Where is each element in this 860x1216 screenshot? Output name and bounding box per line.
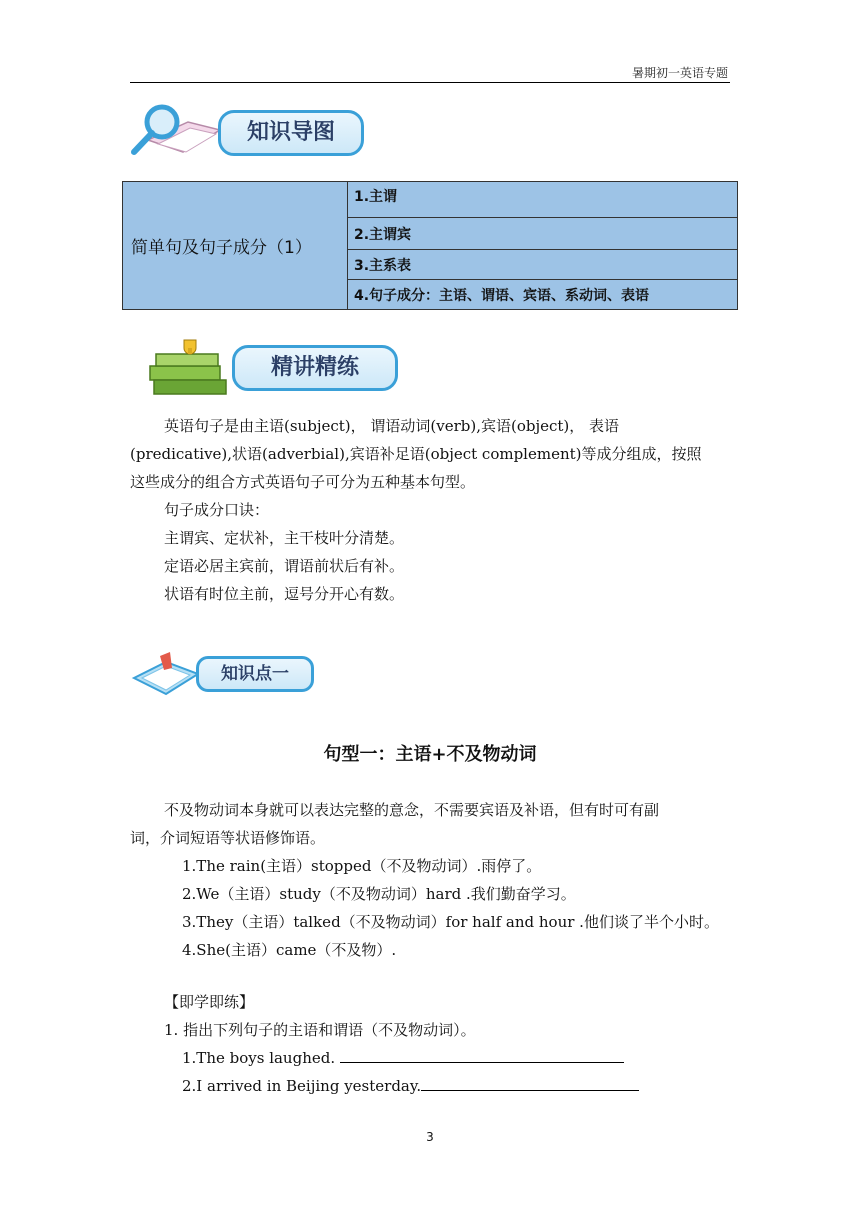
table-row-2: 2.主谓宾 xyxy=(348,218,738,250)
knowledge-map-table xyxy=(122,181,738,310)
rhyme-line-3: 状语有时位主前，逗号分开心有数。 xyxy=(164,585,405,603)
header-divider xyxy=(130,82,730,83)
question-2 xyxy=(130,1072,740,1100)
question-1 xyxy=(130,1044,740,1072)
section-body xyxy=(130,796,740,964)
intro-line-3: 这些成分的组合方式英语句子可分为五种基本句型。 xyxy=(130,473,476,491)
answer-blank-2[interactable] xyxy=(421,1076,639,1091)
open-book-icon xyxy=(130,648,202,700)
practice-instruction: 1. 指出下列句子的主语和谓语（不及物动词）。 xyxy=(164,1021,476,1039)
banner-mind-map xyxy=(128,100,364,166)
example-1: 1.The rain(主语）stopped（不及物动词）.雨停了。 xyxy=(182,857,542,875)
rhyme-line-2: 定语必居主宾前，谓语前状后有补。 xyxy=(164,557,405,575)
section-desc-2: 词，介词短语等状语修饰语。 xyxy=(130,829,326,847)
banner-point-one-label: 知识点一 xyxy=(196,656,314,692)
answer-blank-1[interactable] xyxy=(340,1048,624,1063)
books-trophy-icon xyxy=(146,336,236,400)
practice-block xyxy=(130,988,740,1100)
banner-lecture-label: 精讲精练 xyxy=(232,345,398,391)
section-desc-1: 不及物动词本身就可以表达完整的意念，不需要宾语及补语，但有时可有副 xyxy=(164,801,660,819)
banner-point-one xyxy=(130,648,314,700)
example-4: 4.She(主语）came（不及物）. xyxy=(182,941,397,959)
intro-paragraph xyxy=(130,412,740,608)
example-3: 3.They（主语）talked（不及物动词）for half and hour .他们谈了半个小时。 xyxy=(182,913,719,931)
banner-lecture xyxy=(146,336,398,400)
page-number: 3 xyxy=(426,1130,434,1144)
banner-mind-map-label: 知识导图 xyxy=(218,110,364,156)
intro-line-2: (predicative),状语(adverbial),宾语补足语(object complement)等成分组成，按照 xyxy=(130,445,702,463)
table-row-4: 4.句子成分：主语、谓语、宾语、系动词、表语 xyxy=(348,280,738,310)
rhyme-title: 句子成分口诀： xyxy=(164,501,270,519)
example-2: 2.We（主语）study（不及物动词）hard .我们勤奋学习。 xyxy=(182,885,576,903)
question-1-text: 1.The boys laughed. xyxy=(182,1049,340,1067)
table-row-3: 3.主系表 xyxy=(348,250,738,280)
section-title: 句型一：主语+不及物动词 xyxy=(323,744,537,765)
magnifier-book-icon xyxy=(128,100,224,166)
practice-heading: 【即学即练】 xyxy=(164,993,255,1011)
table-row-1: 1.主谓 xyxy=(348,182,738,218)
question-2-text: 2.I arrived in Beijing yesterday. xyxy=(182,1077,422,1095)
intro-line-1: 英语句子是由主语(subject)， 谓语动词(verb),宾语(object)， 表语 xyxy=(164,417,620,435)
header-title: 暑期初一英语专题 xyxy=(631,66,728,80)
rhyme-line-1: 主谓宾、定状补，主干枝叶分清楚。 xyxy=(164,529,405,547)
table-topic: 简单句及句子成分（1） xyxy=(123,182,348,310)
